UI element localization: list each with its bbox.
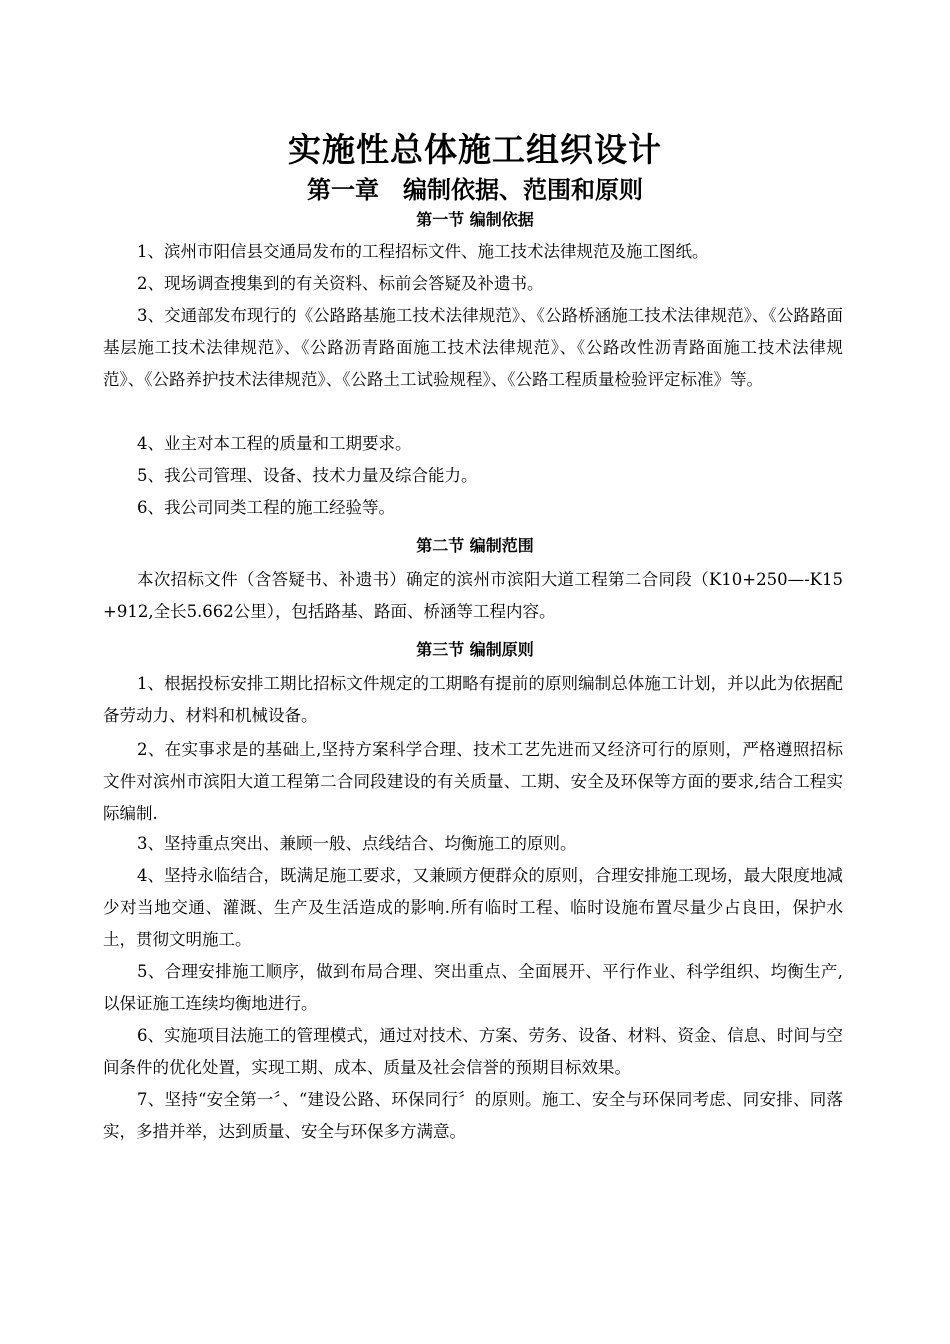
paragraph: 2、在实事求是的基础上,坚持方案科学合理、技术工艺先进而又经济可行的原则，严格遵照招标文件对滨州市滨阳大道工程第二合同段建设的有关质量、工期、安全及环保等方面的要求,结合工程实际编制. <box>103 740 843 823</box>
paragraph: 本次招标文件（含答疑书、补遗书）确定的滨州市滨阳大道工程第二合同段（K10+250—-K15+912,全长5.662公里），包括路基、路面、桥涵等工程内容。 <box>103 570 843 621</box>
paragraph: 7、坚持“安全第一〞、“建设公路、环保同行〞的原则。施工、安全与环保同考虑、同安排、同落实，多措并举，达到质量、安全与环保多方满意。 <box>103 1090 843 1141</box>
section-heading-principles: 第三节 编制原则 <box>416 640 534 659</box>
paragraph: 2、现场调查搜集到的有关资料、标前会答疑及补遗书。 <box>137 274 544 293</box>
chapter-title: 第一章 编制依据、范围和原则 <box>307 176 643 204</box>
paragraph: 5、我公司管理、设备、技术力量及综合能力。 <box>137 466 478 485</box>
paragraph: 6、实施项目法施工的管理模式，通过对技术、方案、劳务、设备、材料、资金、信息、时间与空间条件的优化处置，实现工期、成本、质量及社会信誉的预期目标效果。 <box>103 1026 843 1077</box>
section-heading-scope: 第二节 编制范围 <box>416 536 534 555</box>
paragraph: 1、根据投标安排工期比招标文件规定的工期略有提前的原则编制总体施工计划，并以此为依据配备劳动力、材料和机械设备。 <box>103 674 843 725</box>
paragraph: 4、坚持永临结合，既满足施工要求，又兼顾方便群众的原则，合理安排施工现场，最大限度地减少对当地交通、灌溉、生产及生活造成的影响.所有临时工程、临时设施布置尽量少占良田，保护水土，贯彻文明施工。 <box>103 866 843 949</box>
paragraph: 3、坚持重点突出、兼顾一般、点线结合、均衡施工的原则。 <box>137 834 577 853</box>
paragraph: 5、合理安排施工顺序，做到布局合理、突出重点、全面展开、平行作业、科学组织、均衡生产,以保证施工连续均衡地进行。 <box>103 962 843 1013</box>
section-heading-basis: 第一节 编制依据 <box>416 210 534 229</box>
paragraph: 1、滨州市阳信县交通局发布的工程招标文件、施工技术法律规范及施工图纸。 <box>137 242 709 261</box>
paragraph: 6、我公司同类工程的施工经验等。 <box>137 498 395 517</box>
document-title: 实施性总体施工组织设计 <box>288 130 662 169</box>
paragraph: 3、交通部发布现行的《公路路基施工技术法律规范》、《公路桥涵施工技术法律规范》、《公路路面基层施工技术法律规范》、《公路沥青路面施工技术法律规范》、《公路改性沥青路面施工技术法律规范》、《公路养护技术法律规范》、《公路土工试验规程》、《公路工程质量检验评定标准》等。 <box>103 306 843 389</box>
paragraph: 4、业主对本工程的质量和工期要求。 <box>137 434 412 453</box>
